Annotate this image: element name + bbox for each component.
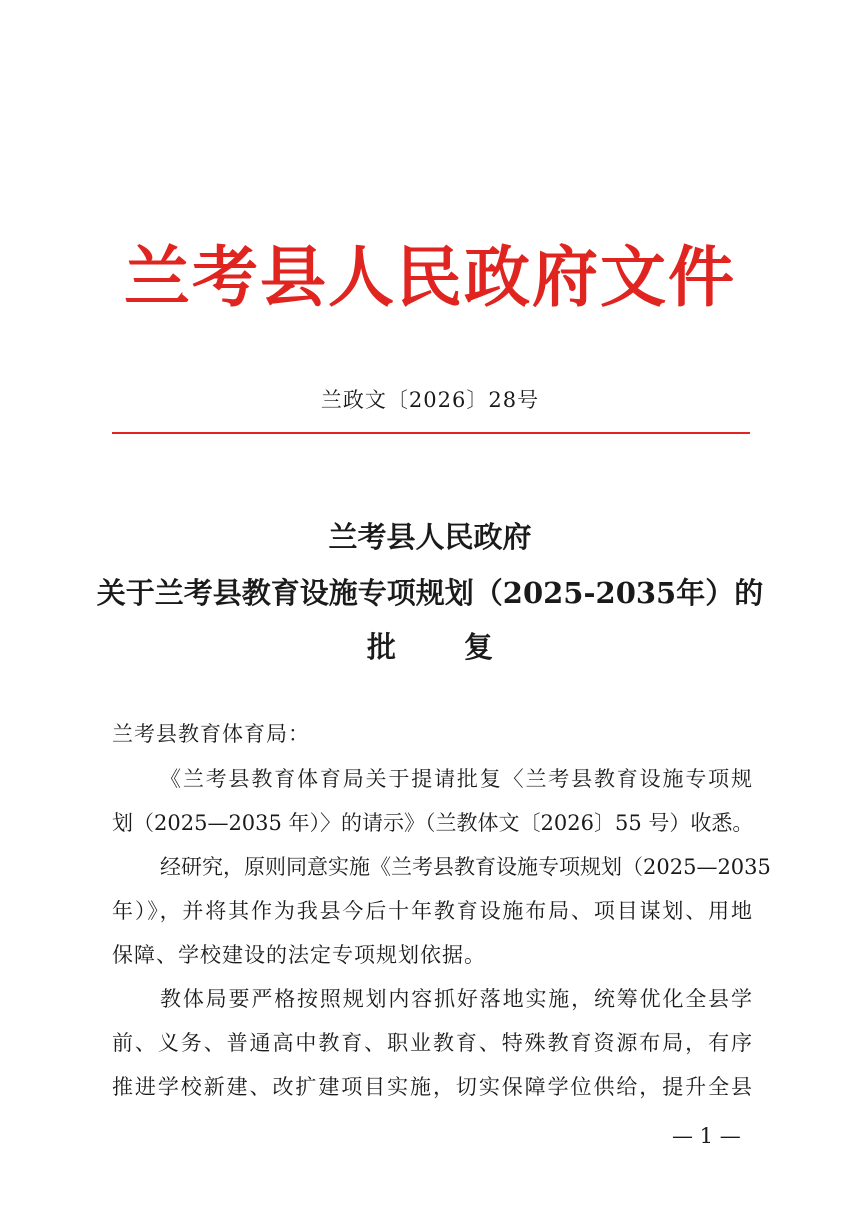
red-separator-rule: [112, 432, 750, 434]
paragraph-3-line-1: 教体局要严格按照规划内容抓好落地实施，统筹优化全县学: [160, 987, 752, 1011]
title-line-1: 兰考县人民政府: [328, 520, 532, 554]
paragraph-2-line-3: 保障、学校建设的法定专项规划依据。: [112, 943, 486, 967]
paragraph-3-line-2: 前、义务、普通高中教育、职业教育、特殊教育资源布局，有序: [112, 1031, 752, 1055]
paragraph-1-line-1: 《兰考县教育体育局关于提请批复〈兰考县教育设施专项规: [160, 767, 752, 791]
paragraph-3-line-3: 推进学校新建、改扩建项目实施，切实保障学位供给，提升全县: [112, 1075, 752, 1099]
page-number: — 1 —: [672, 1124, 741, 1148]
title-line-3: [0, 630, 860, 665]
document-number: 兰政文〔2026〕28号: [320, 388, 540, 412]
paragraph-2-line-2: 年）》，并将其作为我县今后十年教育设施布局、项目谋划、用地: [112, 899, 752, 923]
document-masthead: 兰考县人民政府文件: [124, 238, 736, 316]
paragraph-1-line-2: 划（2025—2035 年）〉的请示》（兰教体文〔2026〕55 号）收悉。: [112, 811, 754, 835]
title-line-2: 关于兰考县教育设施专项规划（2025-2035年）的: [96, 576, 764, 610]
salutation: 兰考县教育体育局：: [112, 722, 310, 746]
title-word-fu: 复: [464, 630, 494, 664]
title-word-pi: 批: [366, 630, 396, 664]
paragraph-2-line-1: 经研究，原则同意实施《兰考县教育设施专项规划（2025—2035: [160, 855, 771, 879]
